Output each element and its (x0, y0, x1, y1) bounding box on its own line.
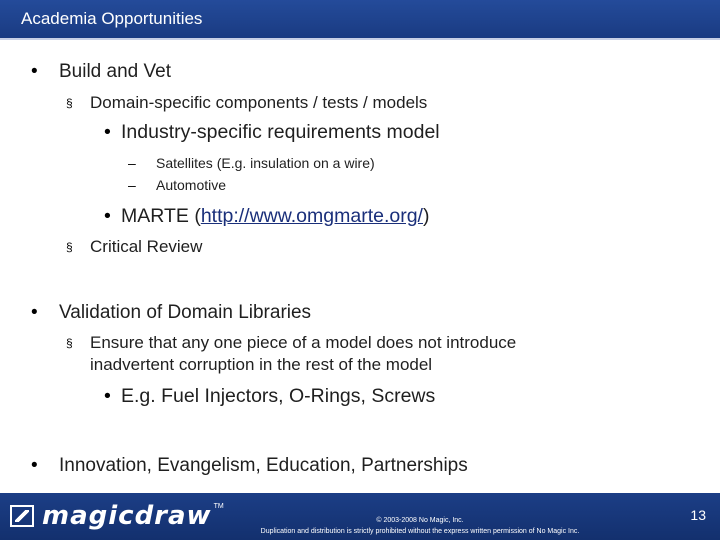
bullet-icon: • (31, 61, 38, 82)
sub-sub-bullet-industry-model: Industry-specific requirements model (121, 121, 440, 143)
dash-icon: – (128, 177, 136, 193)
sub-bullet-ensure-line1: Ensure that any one piece of a model does not introduce (90, 333, 517, 352)
item-satellites: Satellites (E.g. insulation on a wire) (156, 155, 375, 171)
logo-trademark: TM (213, 503, 224, 510)
title-bar (0, 0, 720, 38)
magicdraw-logo (10, 503, 224, 529)
item-automotive: Automotive (156, 177, 227, 193)
logo-text: magicdraw (42, 501, 212, 531)
square-bullet-icon: § (66, 96, 73, 110)
marte-link[interactable]: http://www.omgmarte.org/ (200, 205, 423, 227)
sub-bullet-ensure-line2: inadvertent corruption in the rest of the model (90, 355, 433, 374)
square-bullet-icon: § (66, 240, 73, 254)
marte-prefix: MARTE ( (121, 205, 201, 227)
title-divider (0, 38, 720, 40)
bullet-build-and-vet: Build and Vet (59, 61, 171, 82)
bullet-validation: Validation of Domain Libraries (59, 302, 312, 323)
bullet-icon: • (31, 302, 38, 323)
square-bullet-icon: § (66, 336, 73, 350)
sub-bullet-domain-components: Domain-specific components / tests / models (90, 93, 428, 112)
bullet-icon: • (104, 385, 111, 407)
bullet-icon: • (31, 455, 38, 476)
dash-icon: – (128, 155, 136, 171)
bullet-innovation: Innovation, Evangelism, Education, Partnerships (59, 455, 468, 476)
copyright-text: © 2003-2008 No Magic, Inc. (376, 517, 464, 524)
page-number: 13 (690, 507, 706, 523)
distribution-text: Duplication and distribution is strictly prohibited without the express written permission of No Magic Inc. (260, 528, 580, 535)
slide-title: Academia Opportunities (21, 9, 203, 28)
bullet-icon: • (104, 121, 111, 143)
sub-sub-bullet-examples: E.g. Fuel Injectors, O-Rings, Screws (121, 385, 436, 407)
sub-sub-bullet-marte (121, 205, 429, 228)
bullet-icon: • (104, 205, 111, 227)
sub-bullet-critical-review: Critical Review (90, 237, 203, 256)
marte-suffix: ) (422, 205, 430, 227)
footer-bar (0, 493, 720, 540)
